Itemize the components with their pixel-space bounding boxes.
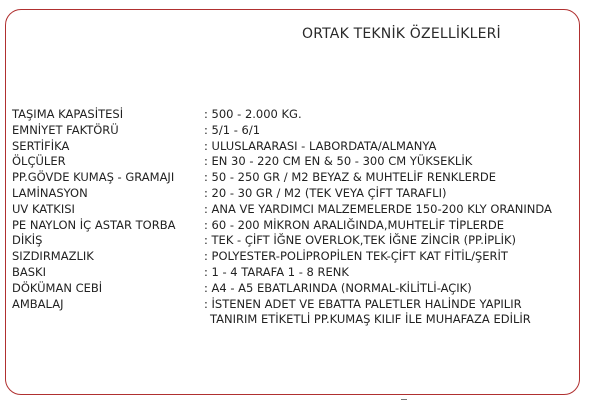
spec-value: TANIRIM ETİKETLİ PP.KUMAŞ KILIF İLE MUHAFAZA EDİLİR: [210, 312, 531, 327]
spec-label: BASKI: [12, 264, 46, 279]
spec-label: DÖKÜMAN CEBİ: [12, 280, 103, 295]
spec-value: : 1 - 4 TARAFA 1 - 8 RENK: [204, 264, 349, 279]
spec-value: : POLYESTER-POLİPROPİLEN TEK-ÇİFT KAT FİTİL/ŞERİT: [204, 249, 508, 264]
spec-label: SIZDIRMAZLIK: [12, 249, 94, 264]
spec-value: : ANA VE YARDIMCI MALZEMELERDE 150-200 KLY ORANINDA: [204, 201, 552, 216]
spec-label: ÖLÇÜLER: [12, 154, 66, 169]
spec-label: UV KATKISI: [12, 201, 75, 216]
spec-value: : 60 - 200 MİKRON ARALIĞINDA,MUHTELİF TİPLERDE: [204, 217, 505, 232]
spec-value: : 5/1 - 6/1: [204, 122, 261, 137]
spec-value: : ULUSLARARASI - LABORDATA/ALMANYA: [204, 138, 437, 153]
spec-label: LAMİNASYON: [12, 185, 88, 200]
spec-value: : 500 - 2.000 KG.: [204, 107, 302, 121]
spec-label: TAŞIMA KAPASİTESİ: [12, 107, 124, 121]
page-title: ORTAK TEKNİK ÖZELLİKLERİ: [302, 26, 501, 42]
spec-label: PE NAYLON İÇ ASTAR TORBA: [12, 217, 176, 232]
scan-mark: [401, 399, 407, 403]
spec-value: : 50 - 250 GR / M2 BEYAZ & MUHTELİF RENKLERDE: [204, 170, 497, 185]
spec-label: AMBALAJ: [12, 296, 64, 311]
spec-value: : A4 - A5 EBATLARINDA (NORMAL-KİLİTLİ-AÇIK): [204, 280, 472, 295]
spec-label: PP.GÖVDE KUMAŞ - GRAMAJI: [12, 170, 175, 185]
spec-label: EMNİYET FAKTÖRÜ: [12, 122, 119, 137]
spec-value: : 20 - 30 GR / M2 (TEK VEYA ÇİFT TARAFLI): [204, 185, 447, 200]
spec-value: : TEK - ÇİFT İĞNE OVERLOK,TEK İĞNE ZİNCİR (PP.İPLİK): [204, 233, 517, 248]
spec-value: : EN 30 - 220 CM EN & 50 - 300 CM YÜKSEKLİK: [204, 154, 473, 169]
spec-label: DİKİŞ: [12, 233, 43, 248]
spec-label: SERTİFİKA: [12, 138, 70, 153]
spec-value: : İSTENEN ADET VE EBATTA PALETLER HALİNDE YAPILIR: [204, 296, 522, 311]
